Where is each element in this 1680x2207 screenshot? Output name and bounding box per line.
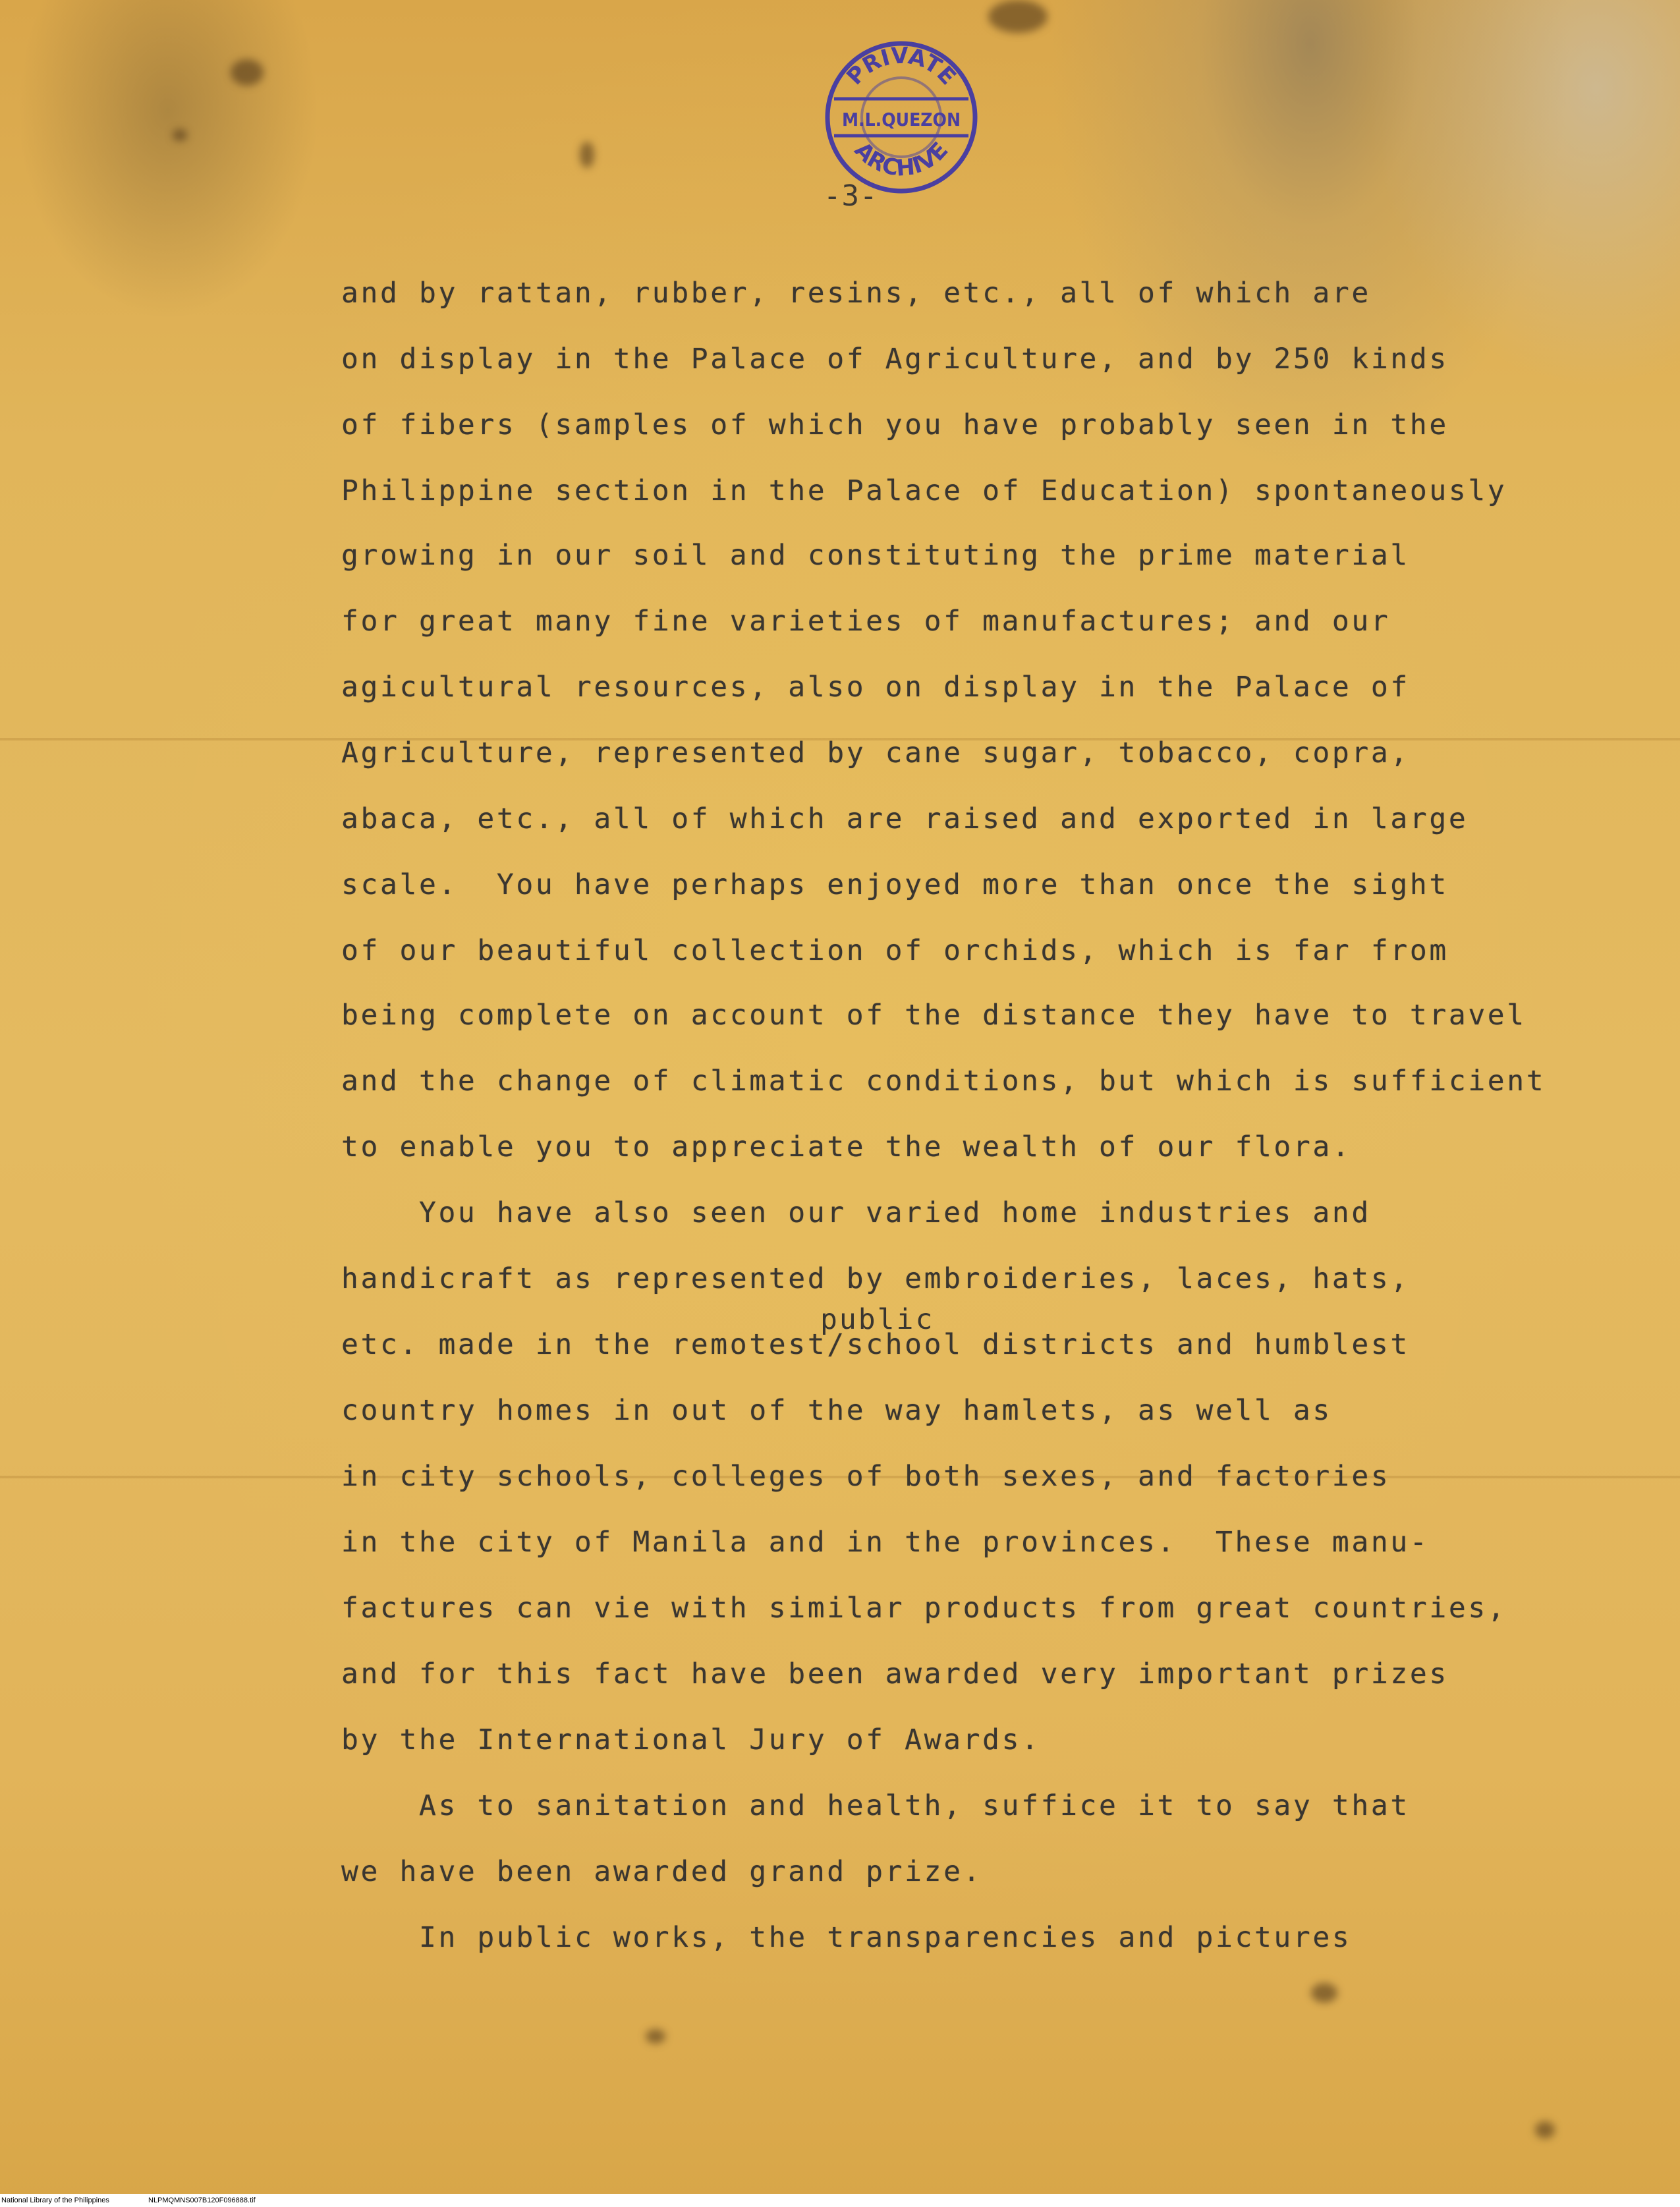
page-number: -3- [824, 179, 878, 213]
text-line: growing in our soil and constituting the prime material [341, 539, 1410, 572]
text-line: in the city of Manila and in the provinces. These manu- [341, 1526, 1430, 1559]
text-line: abaca, etc., all of which are raised and exported in large [341, 802, 1469, 835]
scan-footer [0, 2194, 1680, 2207]
text-line: by the International Jury of Awards. [341, 1723, 1041, 1756]
text-line: on display in the Palace of Agriculture, and by 250 kinds [341, 343, 1449, 376]
text-line: factures can vie with similar products from great countries, [341, 1592, 1507, 1625]
text-line: As to sanitation and health, suffice it to say that [341, 1789, 1410, 1822]
text-line: of our beautiful collection of orchids, which is far from [341, 934, 1449, 967]
text-line: to enable you to appreciate the wealth of our flora. [341, 1131, 1352, 1163]
text-line: for great many fine varieties of manufactures; and our [341, 605, 1391, 638]
stamp-top-text: PRIVATE [841, 42, 961, 90]
text-line: and the change of climatic conditions, but which is sufficient [341, 1065, 1546, 1098]
text-line: in city schools, colleges of both sexes, and factories [341, 1460, 1391, 1493]
text-line: scale. You have perhaps enjoyed more than once the sight [341, 868, 1449, 901]
text-line: handicraft as represented by embroideries, laces, hats, [341, 1262, 1410, 1295]
footer-library: National Library of the Philippines [1, 2196, 109, 2204]
text-line: we have been awarded grand prize. [341, 1855, 983, 1888]
footer-filename: NLPMQMNS007B120F096888.tif [148, 2196, 256, 2204]
text-line: Philippine section in the Palace of Education) spontaneously [341, 474, 1507, 507]
stamp-center-text: M.L.QUEZON [841, 109, 961, 130]
text-line: Agriculture, represented by cane sugar, tobacco, copra, [341, 737, 1410, 769]
text-line: and for this fact have been awarded very important prizes [341, 1658, 1449, 1690]
text-line: and by rattan, rubber, resins, etc., all of which are [341, 277, 1371, 310]
text-line: country homes in out of the way hamlets, as well as [341, 1394, 1332, 1427]
text-line: of fibers (samples of which you have probably seen in the [341, 408, 1449, 441]
text-line: You have also seen our varied home industries and [341, 1196, 1371, 1229]
text-line: agicultural resources, also on display in the Palace of [341, 671, 1410, 704]
text-line: etc. made in the remotest/school districts and humblest [341, 1328, 1410, 1361]
text-line: being complete on account of the distance they have to travel [341, 999, 1526, 1032]
text-line: In public works, the transparencies and pictures [341, 1921, 1352, 1954]
handwritten-insertion: public [820, 1303, 935, 1336]
stamp-bottom-text: ARCHIVE [849, 136, 954, 182]
